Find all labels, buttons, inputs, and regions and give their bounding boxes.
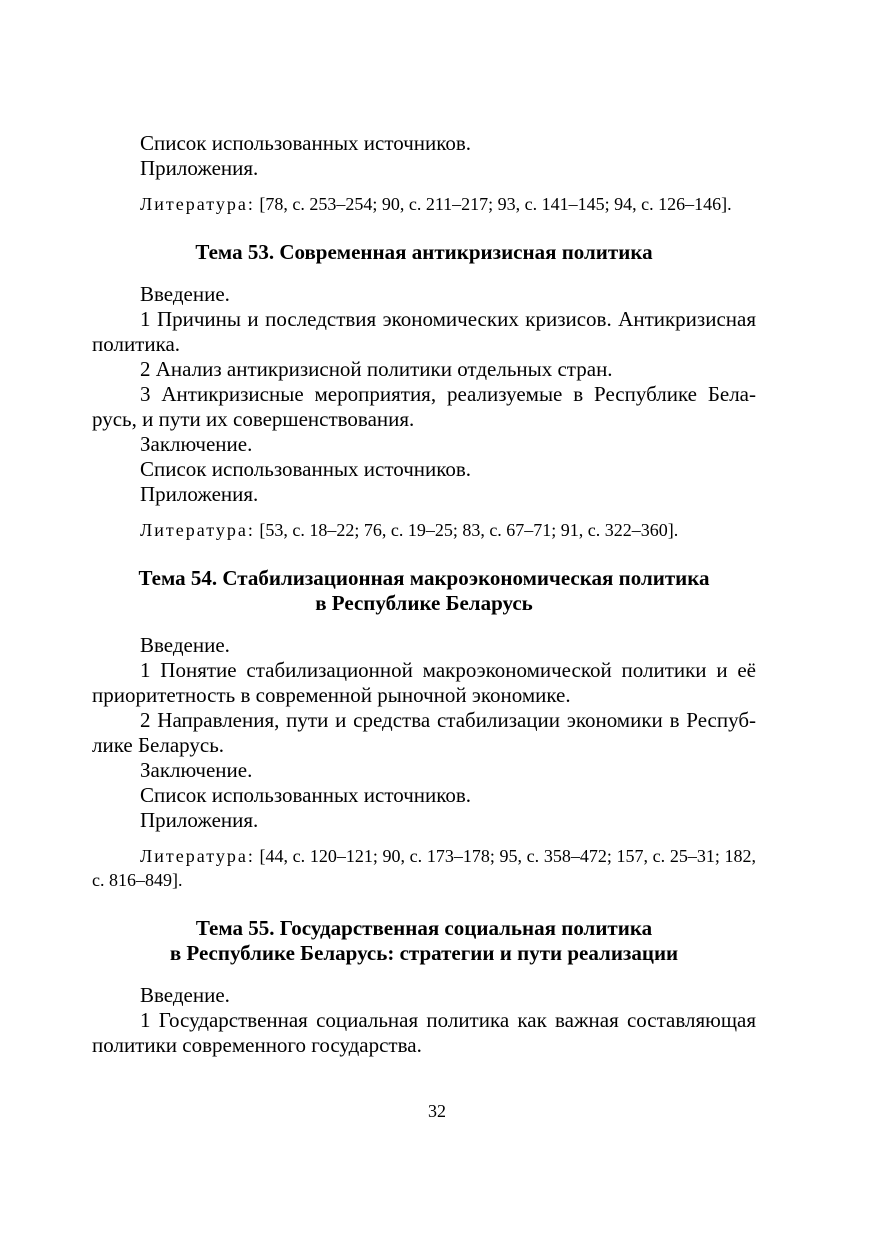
section-topic-53 <box>92 240 756 542</box>
paragraph-line: Введение. <box>140 633 230 657</box>
literature-refs: [78, с. 253–254; 90, с. 211–217; 93, с. 141–145; 94, с. 126–146]. <box>259 194 732 214</box>
paragraph-line: 1 Государственная социальная политика как важная составляющая <box>140 1008 756 1032</box>
paragraph-line: 2 Направления, пути и средства стабилизации экономики в Респуб- <box>140 708 756 732</box>
paragraph-line: приоритетность в современной рыночной экономике. <box>92 683 571 707</box>
topic-heading-line: Тема 53. Современная антикризисная политика <box>195 240 653 264</box>
paragraph-line: Приложения. <box>140 156 259 180</box>
paragraph-line: Заключение. <box>140 432 253 456</box>
paragraph-line: Введение. <box>140 983 230 1007</box>
literature-label: Литература: <box>140 520 255 540</box>
literature-line-continuation: с. 816–849]. <box>92 870 183 890</box>
topic-heading-line: Тема 55. Государственная социальная политика <box>195 916 653 940</box>
paragraph-line: Приложения. <box>140 482 259 506</box>
literature-label: Литература: <box>140 846 255 866</box>
topic-heading <box>92 566 756 616</box>
topic-heading-line: в Республике Беларусь <box>315 591 533 615</box>
paragraph-line: Список использованных источников. <box>140 131 472 155</box>
paragraph-line: Заключение. <box>140 758 253 782</box>
topic-heading-line: Тема 54. Стабилизационная макроэкономическая политика <box>138 566 710 590</box>
literature-label: Литература: <box>140 194 255 214</box>
page-number: 32 <box>428 1101 446 1121</box>
section-topic-54 <box>92 566 756 892</box>
topic-heading <box>92 240 756 265</box>
literature-refs: [53, с. 18–22; 76, с. 19–25; 83, с. 67–71; 91, с. 322–360]. <box>259 520 679 540</box>
paragraph-line: 2 Анализ антикризисной политики отдельных стран. <box>140 357 613 381</box>
paragraph-line: 1 Понятие стабилизационной макроэкономической политики и её <box>140 658 756 682</box>
paragraph-line: 1 Причины и последствия экономических кризисов. Антикризисная <box>140 307 756 331</box>
paragraph-line: русь, и пути их совершенствования. <box>92 407 415 431</box>
section-topic-52-tail <box>92 131 756 216</box>
paragraph-line: Список использованных источников. <box>140 457 472 481</box>
paragraph-line: политика. <box>92 332 181 356</box>
literature-line <box>92 518 756 542</box>
topic-heading <box>92 916 756 966</box>
paragraph-line: лике Беларусь. <box>92 733 225 757</box>
section-topic-55 <box>92 916 756 1058</box>
topic-heading-line: в Республике Беларусь: стратегии и пути реализации <box>169 941 679 965</box>
paragraph-line: Список использованных источников. <box>140 783 472 807</box>
paragraph-line: Введение. <box>140 282 230 306</box>
paragraph-line: 3 Антикризисные мероприятия, реализуемые в Республике Бела- <box>140 382 756 406</box>
literature-line <box>92 844 756 868</box>
paragraph-line: Приложения. <box>140 808 259 832</box>
literature-refs: [44, с. 120–121; 90, с. 173–178; 95, с. 358–472; 157, с. 25–31; 182, <box>259 846 756 866</box>
paragraph-line: политики современного государства. <box>92 1033 422 1057</box>
literature-line <box>92 192 756 216</box>
